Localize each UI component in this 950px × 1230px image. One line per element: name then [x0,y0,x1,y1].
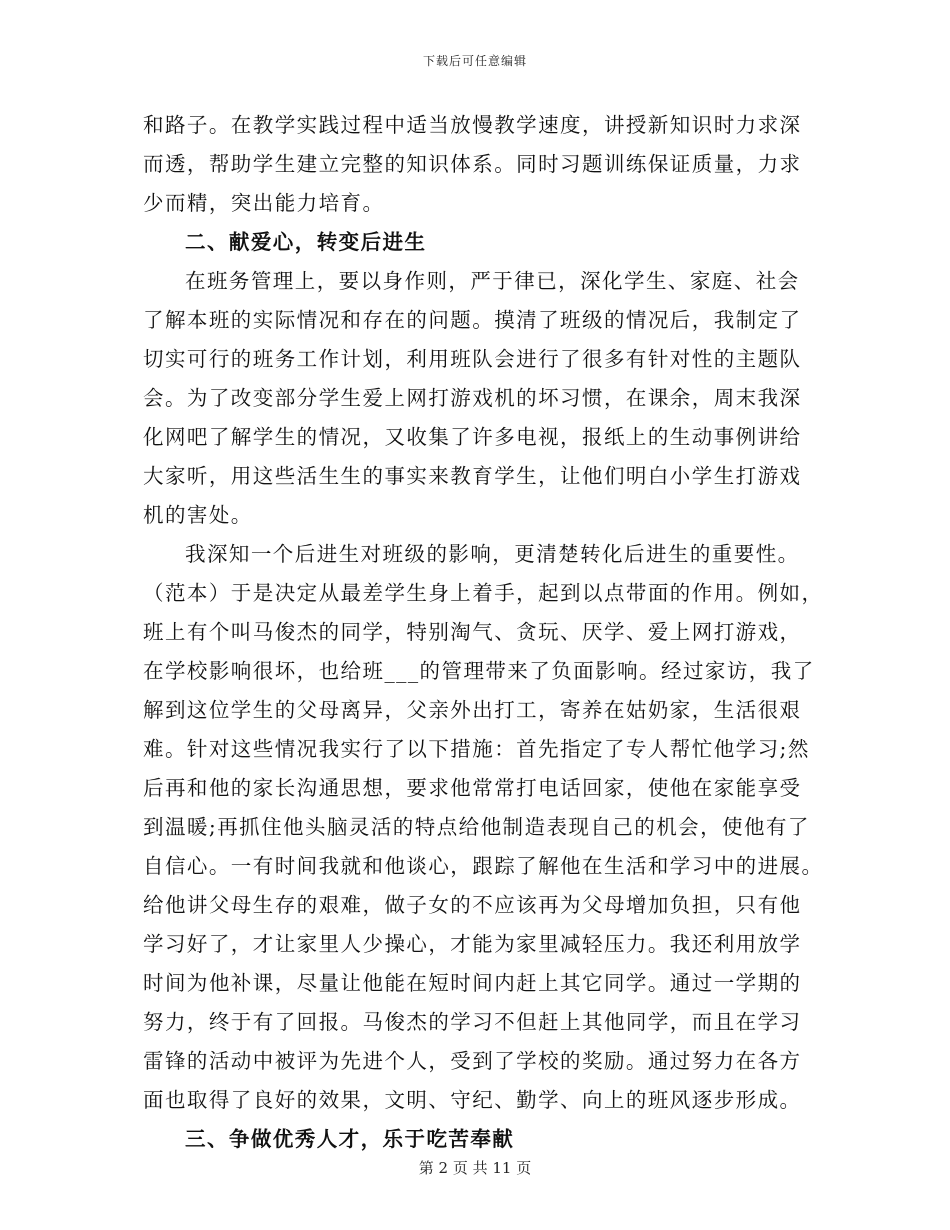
body-line: 化网吧了解学生的情况，又收集了许多电视，报纸上的生动事例讲给 [143,425,802,449]
body-line: 雷锋的活动中被评为先进个人，受到了学校的奖励。通过努力在各方 [143,1049,802,1073]
body-line: 给他讲父母生存的艰难，做子女的不应该再为父母增加负担，只有他 [143,893,802,917]
body-line: （范本）于是决定从最差学生身上着手，起到以点带面的作用。例如， [143,581,824,605]
body-line: 大家听，用这些活生生的事实来教育学生，让他们明白小学生打游戏 [143,464,802,488]
section-heading: 二、献爱心，转变后进生 [185,230,427,254]
body-line: 会。为了改变部分学生爱上网打游戏机的坏习惯，在课余，周末我深 [143,386,802,410]
body-line: 难。针对这些情况我实行了以下措施：首先指定了专人帮忙他学习;然 [143,737,810,761]
document-body [143,106,824,1159]
section-heading: 三、争做优秀人才，乐于吃苦奉献 [185,1127,515,1151]
body-line: 自信心。一有时间我就和他谈心，跟踪了解他在生活和学习中的进展。 [143,854,824,878]
body-line: 班上有个叫马俊杰的同学，特别淘气、贪玩、厌学、爱上网打游戏， [143,620,802,644]
body-line: 到温暖;再抓住他头脑灵活的特点给他制造表现自己的机会，使他有了 [143,815,810,839]
body-line: 在学校影响很坏，也给班___的管理带来了负面影响。经过家访，我了 [143,659,815,683]
body-line: 少而精，突出能力培育。 [143,191,385,215]
body-line: 了解本班的实际情况和存在的问题。摸清了班级的情况后，我制定了 [143,308,802,332]
body-line: 努力，终于有了回报。马俊杰的学习不但赶上其他同学，而且在学习 [143,1010,802,1034]
body-line: 机的害处。 [143,503,253,527]
body-line: 切实可行的班务工作计划，利用班队会进行了很多有针对性的主题队 [143,347,802,371]
body-line: 而透，帮助学生建立完整的知识体系。同时习题训练保证质量，力求 [143,152,802,176]
body-line: 后再和他的家长沟通思想，要求他常常打电话回家，使他在家能享受 [143,776,802,800]
body-line: 解到这位学生的父母离异，父亲外出打工，寄养在姑奶家，生活很艰 [143,698,802,722]
page-number-footer: 第 2 页 共 11 页 [418,1159,532,1177]
body-line: 时间为他补课，尽量让他能在短时间内赶上其它同学。通过一学期的 [143,971,802,995]
body-line: 我深知一个后进生对班级的影响，更清楚转化后进生的重要性。 [185,542,800,566]
body-line: 学习好了，才让家里人少操心，才能为家里减轻压力。我还利用放学 [143,932,802,956]
page-header-note: 下载后可任意编辑 [422,54,527,68]
body-line: 在班务管理上，要以身作则，严于律已，深化学生、家庭、社会 [185,269,800,293]
body-line: 和路子。在教学实践过程中适当放慢教学速度，讲授新知识时力求深 [143,113,802,137]
body-line: 面也取得了良好的效果，文明、守纪、勤学、向上的班风逐步形成。 [143,1088,802,1112]
